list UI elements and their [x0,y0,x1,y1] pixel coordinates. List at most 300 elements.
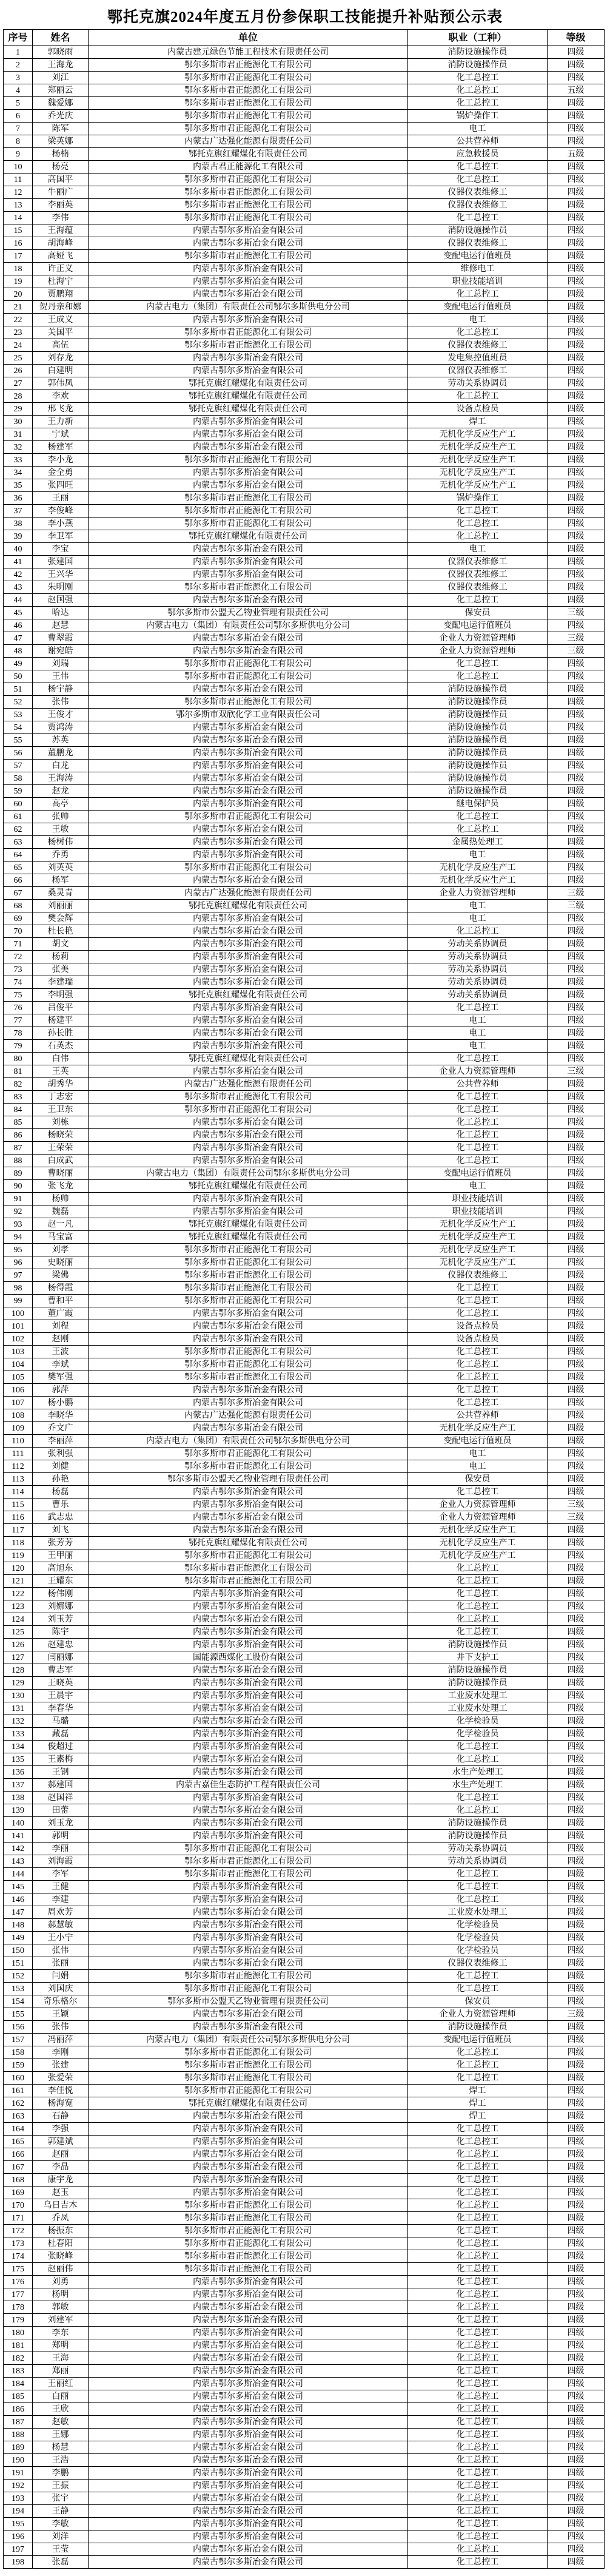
occupation-cell: 无机化学反应生产工 [408,1422,548,1435]
worker-name-cell: 桑灵青 [33,887,89,900]
row-number-cell: 157 [4,2034,33,2046]
row-number-cell: 145 [4,1881,33,1893]
table-row [4,1116,605,1129]
row-number-cell: 175 [4,2263,33,2276]
worker-name-cell: 刘建军 [33,2314,89,2327]
table-row [4,1231,605,1244]
row-number-cell: 104 [4,1358,33,1371]
worker-name-cell: 王力新 [33,416,89,428]
table-row [4,1448,605,1460]
skill-grade-cell: 四级 [548,339,605,352]
employer-unit-cell: 内蒙古鄂尔多斯冶金有限公司 [89,938,408,951]
worker-name-cell: 高亭 [33,798,89,811]
row-number-cell: 35 [4,479,33,492]
skill-grade-cell: 四级 [548,2288,605,2301]
employer-unit-cell: 鄂尔多斯市双欣化学工业有限责任公司 [89,709,408,721]
row-number-cell: 189 [4,2441,33,2454]
table-row [4,836,605,849]
skill-grade-cell: 四级 [548,2492,605,2505]
occupation-cell: 化学检验员 [408,1944,548,1957]
table-row [4,1486,605,1499]
employer-unit-cell: 鄂尔多斯市君正能源化工有限公司 [89,581,408,594]
worker-name-cell: 藏磊 [33,1728,89,1741]
table-row [4,1244,605,1256]
skill-grade-cell: 四级 [548,212,605,224]
table-row [4,543,605,556]
worker-name-cell: 杨军 [33,874,89,887]
employer-unit-cell: 内蒙古鄂尔多斯冶金有限公司 [89,1040,408,1053]
row-number-cell: 179 [4,2314,33,2327]
occupation-cell: 化工总控工 [408,2174,548,2187]
occupation-cell: 焊工 [408,2097,548,2110]
table-row [4,428,605,441]
employer-unit-cell: 内蒙古鄂尔多斯冶金有限公司 [89,2148,408,2161]
table-row [4,1104,605,1116]
row-number-cell: 90 [4,1180,33,1193]
skill-grade-cell: 四级 [548,696,605,709]
employer-unit-cell: 鄂尔多斯市君正能源化工有限公司 [89,1346,408,1358]
worker-name-cell: 赵敏 [33,2416,89,2429]
worker-name-cell: 郑丽 [33,2365,89,2378]
occupation-cell: 电工 [408,1014,548,1027]
employer-unit-cell: 内蒙古电力（集团）有限责任公司鄂尔多斯供电分公司 [89,1435,408,1448]
table-row [4,1180,605,1193]
occupation-cell: 化学检验员 [408,1715,548,1728]
table-row [4,1282,605,1295]
worker-name-cell: 刘英英 [33,861,89,874]
worker-name-cell: 梁英娜 [33,135,89,148]
row-number-cell: 60 [4,798,33,811]
worker-name-cell: 郭建斌 [33,2136,89,2148]
occupation-cell: 化工总控工 [408,2046,548,2059]
employer-unit-cell: 内蒙古鄂尔多斯冶金有限公司 [89,1792,408,1804]
employer-unit-cell: 内蒙古鄂尔多斯冶金有限公司 [89,2543,408,2556]
employer-unit-cell: 鄂托克旗红耀煤化有限责任公司 [89,1180,408,1193]
skill-grade-cell: 四级 [548,938,605,951]
occupation-cell: 化工总控工 [408,2136,548,2148]
skill-grade-cell: 四级 [548,734,605,747]
skill-grade-cell: 四级 [548,1639,605,1651]
worker-name-cell: 孙长胜 [33,1027,89,1040]
employer-unit-cell: 内蒙古鄂尔多斯冶金有限公司 [89,1384,408,1397]
skill-grade-cell: 四级 [548,721,605,734]
employer-unit-cell: 内蒙古鄂尔多斯冶金有限公司 [89,1027,408,1040]
worker-name-cell: 乔勇 [33,849,89,861]
table-row [4,390,605,403]
skill-grade-cell: 四级 [548,1906,605,1919]
occupation-cell: 仪器仪表维修工 [408,1957,548,1970]
worker-name-cell: 杨磊 [33,1486,89,1499]
worker-name-cell: 王俊才 [33,709,89,721]
skill-grade-cell: 四级 [548,174,605,186]
occupation-cell: 化工总控工 [408,2416,548,2429]
worker-name-cell: 王欣 [33,2403,89,2416]
skill-grade-cell: 四级 [548,1562,605,1575]
row-number-cell: 7 [4,123,33,135]
worker-name-cell: 王晓英 [33,1677,89,1690]
occupation-cell: 企业人力资源管理师 [408,1499,548,1511]
occupation-cell: 化工总控工 [408,823,548,836]
skill-grade-cell: 四级 [548,2072,605,2085]
row-number-cell: 65 [4,861,33,874]
row-number-cell: 176 [4,2276,33,2288]
skill-grade-cell: 四级 [548,874,605,887]
occupation-cell: 公共营养师 [408,135,548,148]
table-row [4,263,605,275]
table-row [4,645,605,658]
worker-name-cell: 张芳芳 [33,1537,89,1549]
worker-name-cell: 王颖 [33,2008,89,2021]
row-number-cell: 103 [4,1346,33,1358]
occupation-cell: 无机化学反应生产工 [408,454,548,467]
table-row [4,900,605,912]
employer-unit-cell: 内蒙古鄂尔多斯冶金有限公司 [89,2021,408,2034]
worker-name-cell: 高国平 [33,174,89,186]
table-row [4,1155,605,1167]
occupation-cell: 电工 [408,123,548,135]
row-number-cell: 64 [4,849,33,861]
row-number-cell: 71 [4,938,33,951]
row-number-cell: 94 [4,1231,33,1244]
row-number-cell: 119 [4,1549,33,1562]
skill-grade-cell: 四级 [548,1664,605,1677]
occupation-cell: 锅炉操作工 [408,110,548,123]
occupation-cell: 消防设施操作员 [408,760,548,772]
worker-name-cell: 石英杰 [33,1040,89,1053]
worker-name-cell: 李东 [33,2327,89,2339]
table-row [4,1065,605,1078]
worker-name-cell: 李建 [33,1893,89,1906]
table-row [4,2352,605,2365]
occupation-cell: 水生产处理工 [408,1766,548,1779]
occupation-cell: 消防设施操作员 [408,696,548,709]
occupation-cell: 电工 [408,1040,548,1053]
employer-unit-cell: 鄂尔多斯市君正能源化工有限公司 [89,2085,408,2097]
skill-grade-cell: 四级 [548,59,605,72]
table-row [4,530,605,543]
row-number-cell: 25 [4,352,33,365]
occupation-cell: 无机化学反应生产工 [408,479,548,492]
occupation-cell: 化工总控工 [408,2378,548,2390]
employer-unit-cell: 内蒙古鄂尔多斯冶金有限公司 [89,1205,408,1218]
occupation-cell: 公共营养师 [408,1078,548,1091]
skill-grade-cell: 四级 [548,1855,605,1868]
worker-name-cell: 李明强 [33,989,89,1002]
row-number-cell: 130 [4,1690,33,1702]
skill-grade-cell: 四级 [548,377,605,390]
worker-name-cell: 曹和平 [33,1295,89,1307]
table-row [4,1524,605,1537]
worker-name-cell: 胡文 [33,938,89,951]
worker-name-cell: 杨慧 [33,2441,89,2454]
skill-grade-cell: 四级 [548,288,605,301]
worker-name-cell: 石静 [33,2110,89,2123]
row-number-cell: 74 [4,976,33,989]
row-number-cell: 191 [4,2467,33,2480]
skill-grade-cell: 四级 [548,2416,605,2429]
employer-unit-cell: 内蒙古鄂尔多斯冶金有限公司 [89,2403,408,2416]
row-number-cell: 28 [4,390,33,403]
row-number-cell: 33 [4,454,33,467]
skill-grade-cell: 四级 [548,2543,605,2556]
skill-grade-cell: 四级 [548,199,605,212]
row-number-cell: 180 [4,2327,33,2339]
employer-unit-cell: 鄂尔多斯市君正能源化工有限公司 [89,1562,408,1575]
occupation-cell: 电工 [408,1448,548,1460]
row-number-cell: 62 [4,823,33,836]
table-row [4,365,605,377]
employer-unit-cell: 内蒙古鄂尔多斯冶金有限公司 [89,2530,408,2543]
worker-name-cell: 魏爱娜 [33,97,89,110]
skill-grade-cell: 四级 [548,492,605,505]
row-number-cell: 177 [4,2288,33,2301]
skill-grade-cell: 四级 [548,2199,605,2212]
skill-grade-cell: 四级 [548,1205,605,1218]
employer-unit-cell: 内蒙古鄂尔多斯冶金有限公司 [89,2416,408,2429]
worker-name-cell: 李丽萍 [33,1435,89,1448]
table-row [4,670,605,683]
row-number-cell: 195 [4,2518,33,2530]
occupation-cell: 化工总控工 [408,2187,548,2199]
row-number-cell: 80 [4,1053,33,1065]
worker-name-cell: 周欢芳 [33,1906,89,1919]
worker-name-cell: 李强 [33,2123,89,2136]
occupation-cell: 无机化学反应生产工 [408,1231,548,1244]
row-number-cell: 112 [4,1460,33,1473]
worker-name-cell: 康宇龙 [33,2174,89,2187]
skill-grade-cell: 四级 [548,518,605,530]
occupation-cell: 化工总控工 [408,2352,548,2365]
table-row [4,2416,605,2429]
occupation-cell: 化工总控工 [408,2505,548,2518]
skill-grade-cell: 四级 [548,2046,605,2059]
row-number-cell: 196 [4,2530,33,2543]
skill-grade-cell: 四级 [548,2441,605,2454]
employer-unit-cell: 内蒙古鄂尔多斯冶金有限公司 [89,747,408,760]
employer-unit-cell: 内蒙古鄂尔多斯冶金有限公司 [89,1129,408,1142]
row-number-cell: 23 [4,326,33,339]
row-number-cell: 144 [4,1868,33,1881]
skill-grade-cell: 四级 [548,467,605,479]
employer-unit-cell: 内蒙古鄂尔多斯冶金有限公司 [89,760,408,772]
table-row [4,1919,605,1932]
worker-name-cell: 哈达 [33,607,89,619]
worker-name-cell: 曹晓丽 [33,1167,89,1180]
table-row [4,798,605,811]
occupation-cell: 化工总控工 [408,1129,548,1142]
worker-name-cell: 张伟 [33,1944,89,1957]
table-row [4,250,605,263]
occupation-cell: 电工 [408,314,548,326]
employer-unit-cell: 鄂尔多斯市君正能源化工有限公司 [89,1371,408,1384]
row-number-cell: 198 [4,2556,33,2569]
row-number-cell: 137 [4,1779,33,1792]
table-row [4,2314,605,2327]
employer-unit-cell: 鄂托克旗红耀煤化有限责任公司 [89,148,408,161]
worker-name-cell: 樊会辉 [33,912,89,925]
table-row [4,568,605,581]
occupation-cell: 仪器仪表维修工 [408,568,548,581]
employer-unit-cell: 鄂尔多斯市君正能源化工有限公司 [89,1104,408,1116]
skill-grade-cell: 四级 [548,1002,605,1014]
table-row [4,2085,605,2097]
row-number-cell: 69 [4,912,33,925]
worker-name-cell: 王海涛 [33,772,89,785]
row-number-cell: 36 [4,492,33,505]
employer-unit-cell: 鄂尔多斯市君正能源化工有限公司 [89,696,408,709]
worker-name-cell: 樊军强 [33,1371,89,1384]
table-row [4,1651,605,1664]
row-number-cell: 154 [4,1995,33,2008]
table-row [4,1499,605,1511]
occupation-cell: 劳动关系协调员 [408,1843,548,1855]
occupation-cell: 焊工 [408,416,548,428]
worker-name-cell: 贾鸿涛 [33,721,89,734]
worker-name-cell: 张宇 [33,2492,89,2505]
employer-unit-cell: 内蒙古鄂尔多斯冶金有限公司 [89,963,408,976]
employer-unit-cell: 内蒙古鄂尔多斯冶金有限公司 [89,1155,408,1167]
row-number-cell: 197 [4,2543,33,2556]
table-row [4,1295,605,1307]
row-number-cell: 190 [4,2454,33,2467]
worker-name-cell: 郭敏 [33,2301,89,2314]
table-row [4,683,605,696]
skill-grade-cell: 四级 [548,912,605,925]
table-row [4,1142,605,1155]
row-number-cell: 156 [4,2021,33,2034]
row-number-cell: 44 [4,594,33,607]
occupation-cell: 电工 [408,1180,548,1193]
table-row [4,505,605,518]
occupation-cell: 职业技能培训 [408,275,548,288]
row-number-cell: 129 [4,1677,33,1690]
employer-unit-cell: 内蒙古鄂尔多斯冶金有限公司 [89,1702,408,1715]
skill-grade-cell: 四级 [548,1753,605,1766]
table-row [4,556,605,568]
table-row [4,1549,605,1562]
row-number-cell: 142 [4,1843,33,1855]
worker-name-cell: 刘玉龙 [33,1817,89,1830]
occupation-cell: 化工总控工 [408,161,548,174]
occupation-cell: 消防设施操作员 [408,709,548,721]
table-row [4,619,605,632]
employer-unit-cell: 内蒙古鄂尔多斯冶金有限公司 [89,2314,408,2327]
table-row [4,785,605,798]
worker-name-cell: 李伟 [33,212,89,224]
skill-grade-cell: 四级 [548,1817,605,1830]
occupation-cell: 劳动关系协调员 [408,951,548,963]
occupation-cell: 化工总控工 [408,1397,548,1409]
row-number-cell: 87 [4,1142,33,1155]
worker-name-cell: 贺丹亲和娜 [33,301,89,314]
occupation-cell: 化工总控工 [408,2199,548,2212]
worker-name-cell: 杜春阳 [33,2237,89,2250]
skill-grade-cell: 四级 [548,1460,605,1473]
table-row [4,1014,605,1027]
occupation-cell: 无机化学反应生产工 [408,1218,548,1231]
skill-grade-cell: 三级 [548,900,605,912]
table-row [4,1588,605,1600]
employer-unit-cell: 内蒙古鄂尔多斯冶金有限公司 [89,2187,408,2199]
occupation-cell: 变配电运行值班员 [408,1167,548,1180]
table-row [4,1346,605,1358]
row-number-cell: 162 [4,2097,33,2110]
employer-unit-cell: 鄂尔多斯市公盟天乙物业管理有限责任公司 [89,607,408,619]
worker-name-cell: 苏英 [33,734,89,747]
table-row [4,1307,605,1320]
worker-name-cell: 杨晓荣 [33,1129,89,1142]
employer-unit-cell: 内蒙古鄂尔多斯冶金有限公司 [89,1065,408,1078]
skill-grade-cell: 四级 [548,1358,605,1371]
worker-name-cell: 王莹 [33,2543,89,2556]
table-row [4,2327,605,2339]
table-row [4,1358,605,1371]
table-row [4,1792,605,1804]
employer-unit-cell: 鄂尔多斯市君正能源化工有限公司 [89,2059,408,2072]
skill-grade-cell: 四级 [548,2467,605,2480]
worker-name-cell: 刘健 [33,1460,89,1473]
table-row [4,326,605,339]
employer-unit-cell: 内蒙古鄂尔多斯冶金有限公司 [89,1677,408,1690]
employer-unit-cell: 内蒙古鄂尔多斯冶金有限公司 [89,1881,408,1893]
occupation-cell: 无机化学反应生产工 [408,1537,548,1549]
row-number-cell: 4 [4,84,33,97]
table-row [4,2530,605,2543]
employer-unit-cell: 内蒙古鄂尔多斯冶金有限公司 [89,1588,408,1600]
table-row [4,2199,605,2212]
row-number-cell: 46 [4,619,33,632]
skill-grade-cell: 四级 [548,1053,605,1065]
skill-grade-cell: 四级 [548,2276,605,2288]
occupation-cell: 化工总控工 [408,1868,548,1881]
table-row [4,2365,605,2378]
table-row [4,1435,605,1448]
occupation-cell: 化工总控工 [408,2123,548,2136]
row-number-cell: 95 [4,1244,33,1256]
worker-name-cell: 王静 [33,2505,89,2518]
table-row [4,1562,605,1575]
employer-unit-cell: 鄂尔多斯市君正能源化工有限公司 [89,1575,408,1588]
header-name: 姓名 [33,30,89,46]
employer-unit-cell: 鄂尔多斯市君正能源化工有限公司 [89,1460,408,1473]
occupation-cell: 劳动关系协调员 [408,989,548,1002]
table-row [4,1893,605,1906]
table-row [4,1473,605,1486]
row-number-cell: 166 [4,2148,33,2161]
employer-unit-cell: 鄂尔多斯市君正能源化工有限公司 [89,1970,408,1983]
row-number-cell: 140 [4,1817,33,1830]
employer-unit-cell: 鄂尔多斯市君正能源化工有限公司 [89,2199,408,2212]
employer-unit-cell: 内蒙古鄂尔多斯冶金有限公司 [89,2123,408,2136]
occupation-cell: 化工总控工 [408,1282,548,1295]
occupation-cell: 化工总控工 [408,658,548,670]
employer-unit-cell: 鄂尔多斯市君正能源化工有限公司 [89,861,408,874]
table-row [4,2263,605,2276]
table-row [4,1205,605,1218]
employer-unit-cell: 鄂托克旗红耀煤化有限责任公司 [89,1537,408,1549]
employer-unit-cell: 内蒙古鄂尔多斯冶金有限公司 [89,1626,408,1639]
worker-name-cell: 张四旺 [33,479,89,492]
table-row [4,2339,605,2352]
skill-grade-cell: 四级 [548,1830,605,1843]
occupation-cell: 化工总控工 [408,1881,548,1893]
occupation-cell: 化工总控工 [408,1002,548,1014]
occupation-cell: 化工总控工 [408,2148,548,2161]
table-row [4,607,605,619]
employer-unit-cell: 内蒙古广达强化能源有限责任公司 [89,135,408,148]
worker-name-cell: 王娜 [33,2429,89,2441]
row-number-cell: 34 [4,467,33,479]
